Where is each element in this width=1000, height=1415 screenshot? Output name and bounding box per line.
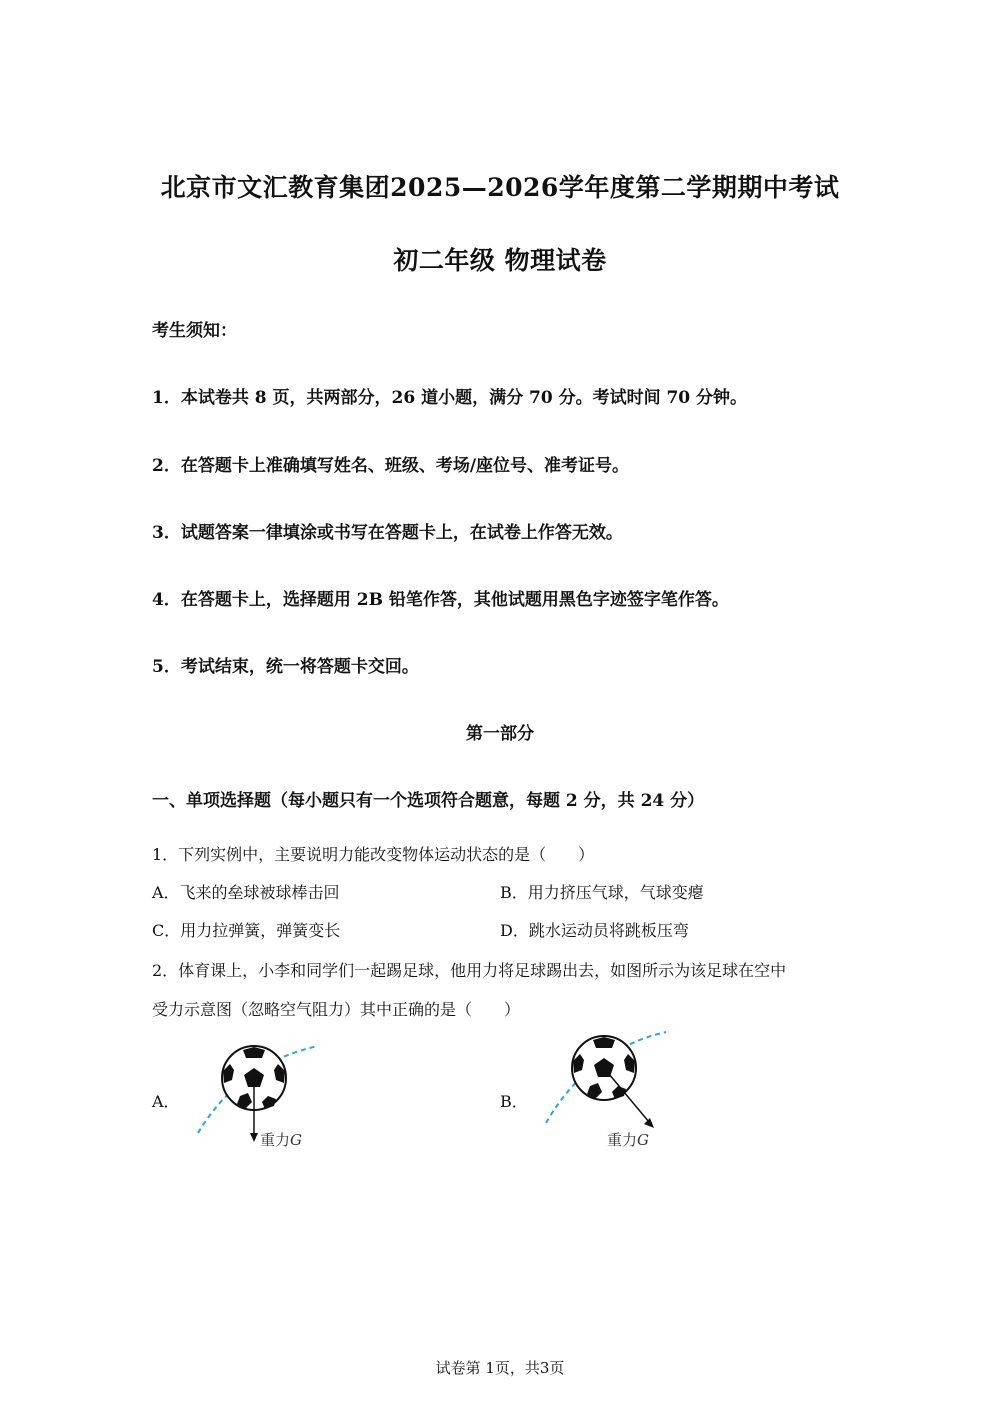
gravity-symbol: G — [290, 1131, 302, 1149]
question-1-option-a: A．飞来的垒球被球棒击回 — [152, 883, 340, 902]
question-2-stem-line2: 受力示意图（忽略空气阻力）其中正确的是（ ） — [152, 1000, 521, 1019]
question-2-stem-line1: 2．体育课上，小李和同学们一起踢足球，他用力将足球踢出去，如图所示为该足球在空中 — [152, 961, 787, 980]
notice-item-3: 3．试题答案一律填涂或书写在答题卡上，在试卷上作答无效。 — [152, 523, 623, 543]
question-1-option-b: B．用力挤压气球，气球变瘪 — [500, 883, 704, 902]
figure-option-a — [190, 1038, 330, 1153]
figure-option-b — [540, 1028, 680, 1153]
gravity-label-text: 重力 — [607, 1131, 638, 1149]
svg-text:重力G — [607, 1131, 649, 1149]
notice-item-4: 4．在答题卡上，选择题用 2B 铅笔作答，其他试题用黑色字迹签字笔作答。 — [152, 590, 729, 610]
notice-item-1: 1．本试卷共 8 页，共两部分，26 道小题，满分 70 分。考试时间 70 分钟。 — [152, 388, 748, 408]
notice-item-5: 5．考试结束，统一将答题卡交回。 — [152, 657, 419, 677]
part-heading: 第一部分 — [466, 724, 534, 744]
gravity-symbol: G — [637, 1131, 649, 1149]
notice-heading: 考生须知： — [152, 321, 237, 341]
exam-subtitle: 初二年级 物理试卷 — [393, 246, 607, 275]
notice-item-2: 2．在答题卡上准确填写姓名、班级、考场/座位号、准考证号。 — [152, 456, 630, 476]
exam-title: 北京市文汇教育集团2025—2026学年度第二学期期中考试 — [160, 173, 840, 202]
question-2-option-b-label: B． — [500, 1092, 528, 1111]
question-2-option-a-label: A． — [152, 1092, 180, 1111]
page-footer: 试卷第 1页，共3页 — [435, 1359, 565, 1377]
gravity-label-text: 重力 — [260, 1131, 291, 1149]
question-1-option-d: D．跳水运动员将跳板压弯 — [500, 921, 689, 940]
section-title: 一、单项选择题（每小题只有一个选项符合题意，每题 2 分，共 24 分） — [152, 791, 705, 811]
svg-text:重力G — [260, 1131, 302, 1149]
question-1-stem: 1．下列实例中，主要说明力能改变物体运动状态的是（ ） — [152, 845, 595, 864]
question-1-option-c: C．用力拉弹簧，弹簧变长 — [152, 921, 341, 940]
